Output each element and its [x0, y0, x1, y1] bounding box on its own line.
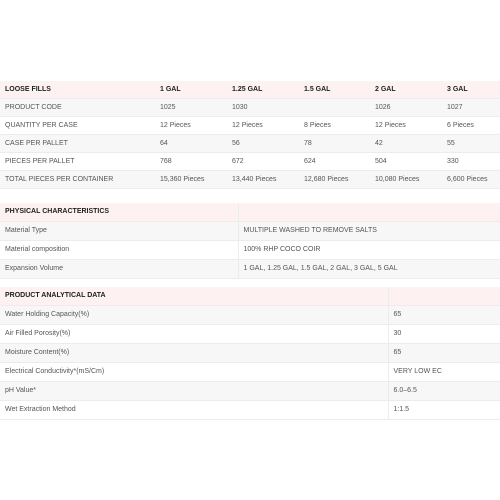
table-cell: 55: [442, 135, 500, 153]
table-cell: 65: [388, 344, 500, 363]
header-cell: 1.25 GAL: [227, 81, 299, 99]
row-label: Air Filled Porosity(%): [0, 325, 388, 344]
header-cell: [238, 203, 500, 222]
product-analytical-data-table: [0, 287, 500, 420]
table-cell: 624: [299, 153, 370, 171]
row-label: TOTAL PIECES PER CONTAINER: [0, 171, 155, 189]
row-label: PRODUCT CODE: [0, 99, 155, 117]
table-row: [0, 222, 500, 241]
table-cell: 65: [388, 306, 500, 325]
table-cell: MULTIPLE WASHED TO REMOVE SALTS: [238, 222, 500, 241]
table-row: [0, 99, 500, 117]
table-cell: 6,600 Pieces: [442, 171, 500, 189]
table-cell: 1:1.5: [388, 401, 500, 420]
row-label: Electrical Conductivity*(mS/Cm): [0, 363, 388, 382]
table-row: [0, 171, 500, 189]
table-row: [0, 401, 500, 420]
table-row: [0, 117, 500, 135]
table-cell: 1025: [155, 99, 227, 117]
table-row: [0, 306, 500, 325]
table-cell: 6 Pieces: [442, 117, 500, 135]
physical-characteristics-header-row: [0, 203, 500, 222]
table-cell: 100% RHP COCO COIR: [238, 241, 500, 260]
table-cell: 768: [155, 153, 227, 171]
row-label: Water Holding Capacity(%): [0, 306, 388, 325]
table-cell: 6.0–6.5: [388, 382, 500, 401]
header-cell: 1.5 GAL: [299, 81, 370, 99]
section-title: PRODUCT ANALYTICAL DATA: [0, 287, 388, 306]
table-cell: 1 GAL, 1.25 GAL, 1.5 GAL, 2 GAL, 3 GAL, 5 GAL: [238, 260, 500, 279]
table-row: [0, 241, 500, 260]
loose-fills-header-row: [0, 81, 500, 99]
section-title: PHYSICAL CHARACTERISTICS: [0, 203, 238, 222]
row-label: Wet Extraction Method: [0, 401, 388, 420]
table-cell: 504: [370, 153, 442, 171]
header-cell: [388, 287, 500, 306]
table-cell: 1026: [370, 99, 442, 117]
row-label: PIECES PER PALLET: [0, 153, 155, 171]
table-cell: 672: [227, 153, 299, 171]
row-label: CASE PER PALLET: [0, 135, 155, 153]
row-label: QUANTITY PER CASE: [0, 117, 155, 135]
table-cell: 30: [388, 325, 500, 344]
row-label: Material Type: [0, 222, 238, 241]
loose-fills-table: [0, 81, 500, 189]
table-cell: 330: [442, 153, 500, 171]
table-cell: 1027: [442, 99, 500, 117]
table-cell: 64: [155, 135, 227, 153]
header-cell: LOOSE FILLS: [0, 81, 155, 99]
table-cell: 78: [299, 135, 370, 153]
table-row: [0, 344, 500, 363]
table-cell: 12,680 Pieces: [299, 171, 370, 189]
header-cell: 3 GAL: [442, 81, 500, 99]
row-label: pH Value*: [0, 382, 388, 401]
table-row: [0, 325, 500, 344]
row-label: Expansion Volume: [0, 260, 238, 279]
table-row: [0, 153, 500, 171]
table-cell: 12 Pieces: [155, 117, 227, 135]
row-label: Material composition: [0, 241, 238, 260]
row-label: Moisture Content(%): [0, 344, 388, 363]
table-cell: 42: [370, 135, 442, 153]
header-cell: 1 GAL: [155, 81, 227, 99]
table-cell: 12 Pieces: [370, 117, 442, 135]
physical-characteristics-table: [0, 203, 500, 279]
table-cell: 10,080 Pieces: [370, 171, 442, 189]
table-cell: 12 Pieces: [227, 117, 299, 135]
table-cell: 15,360 Pieces: [155, 171, 227, 189]
table-cell: [299, 99, 370, 117]
header-cell: 2 GAL: [370, 81, 442, 99]
table-row: [0, 382, 500, 401]
table-cell: 1030: [227, 99, 299, 117]
table-row: [0, 135, 500, 153]
table-row: [0, 363, 500, 382]
table-row: [0, 260, 500, 279]
table-cell: 56: [227, 135, 299, 153]
analytical-header-row: [0, 287, 500, 306]
table-cell: 8 Pieces: [299, 117, 370, 135]
table-cell: 13,440 Pieces: [227, 171, 299, 189]
table-cell: VERY LOW EC: [388, 363, 500, 382]
